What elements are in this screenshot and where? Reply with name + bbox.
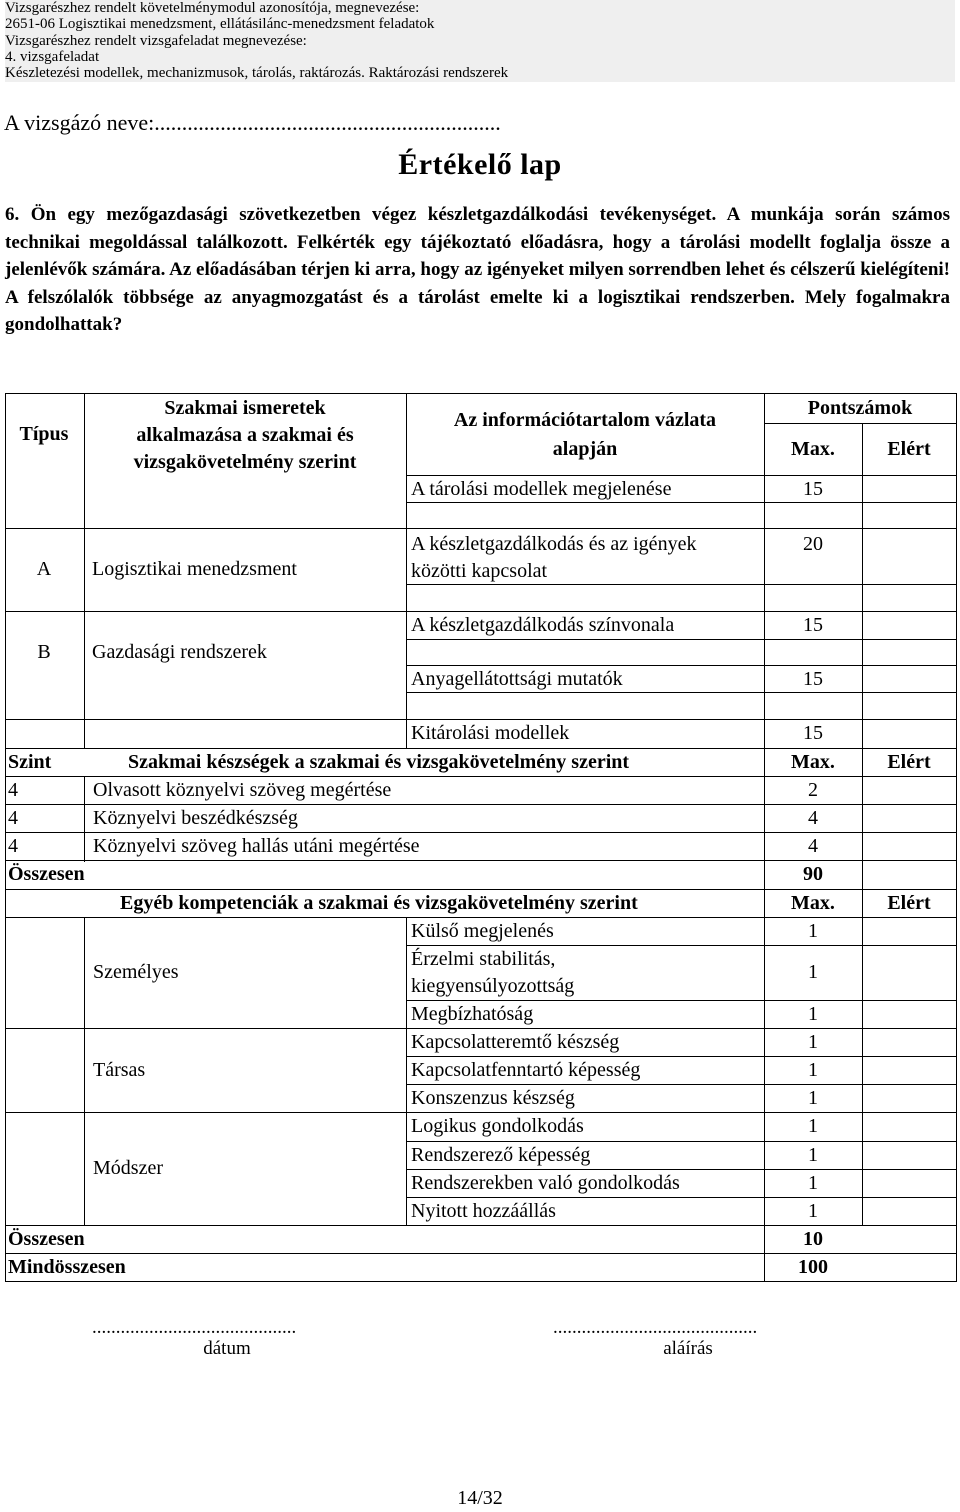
group-knowledge: Logisztikai menedzsment xyxy=(92,558,297,580)
subtotal-value: 10 xyxy=(803,1228,823,1250)
competency-item: Rendszerekben való gondolkodás xyxy=(411,1172,680,1194)
competency-item: Megbízhatóság xyxy=(411,1003,534,1025)
outline-item: Kitárolási modellek xyxy=(411,722,570,744)
competency-item: kiegyensúlyozottság xyxy=(411,975,575,997)
header-text: vizsgakövetelmény szerint xyxy=(133,451,357,473)
competency-item: Konszenzus készség xyxy=(411,1087,575,1109)
competency-item: Érzelmi stabilitás, xyxy=(411,948,556,970)
grand-total-value: 100 xyxy=(798,1256,828,1278)
col-knowledge-header xyxy=(84,395,406,476)
competency-max: 1 xyxy=(808,961,818,983)
competency-max: 1 xyxy=(808,1003,818,1025)
skill-level: 4 xyxy=(8,807,18,829)
competency-item: Rendszerező képesség xyxy=(411,1144,591,1166)
page-number: 14/32 xyxy=(457,1487,503,1509)
outline-item: A készletgazdálkodás színvonala xyxy=(411,614,675,636)
outline-item-max: 15 xyxy=(803,614,823,636)
competency-group: Társas xyxy=(93,1059,146,1081)
col-skill-header: Szakmai készségek a szakmai és vizsgakövetelmény szerint xyxy=(128,751,630,773)
group-knowledge: Gazdasági rendszerek xyxy=(92,641,267,663)
competency-group: Módszer xyxy=(93,1157,163,1179)
outline-item-max: 20 xyxy=(803,533,823,555)
col-outline-header xyxy=(406,406,764,464)
skill-max: 4 xyxy=(808,807,818,829)
outline-item-max: 15 xyxy=(803,722,823,744)
competency-max: 1 xyxy=(808,1172,818,1194)
grand-total-label: Mindösszesen xyxy=(8,1256,126,1278)
header-text: alkalmazása a szakmai és xyxy=(136,424,354,446)
date-label: dátum xyxy=(203,1338,251,1359)
col-achieved-header: Elért xyxy=(887,438,931,460)
outline-item: közötti kapcsolat xyxy=(411,560,548,582)
col-level-header: Szint xyxy=(8,751,52,773)
col-achieved-header: Elért xyxy=(887,892,931,914)
competency-max: 1 xyxy=(808,1059,818,1081)
competency-max: 1 xyxy=(808,1200,818,1222)
outline-item-max: 15 xyxy=(803,668,823,690)
task-description: 6. Ön egy mezőgazdasági szövetkezetben végez készletgazdálkodási tevékenységet. A munkája során számos technikai megoldással találkozott. Felkérték egy tájékoztató előadásra, hogy a tárolási modellt foglalja össze a jelenlévők számára. Az előadásában térjen ki arra, hogy az igényeket milyen sorrendben lehet és célszerű kielégíteni! A felszólalók többsége az anyagmozgatást és a tárolást emelte ki a logisztikai rendszerben. Mely fogalmakra gondolhattak? xyxy=(5,204,950,336)
competency-item: Külső megjelenés xyxy=(411,920,554,942)
competency-max: 1 xyxy=(808,1144,818,1166)
subtotal-label: Összesen xyxy=(8,863,85,885)
skill-max: 4 xyxy=(808,835,818,857)
date-line: ........................................... xyxy=(92,1317,297,1338)
skill-max: 2 xyxy=(808,779,818,801)
outline-item: A készletgazdálkodás és az igények xyxy=(411,533,697,555)
subtotal-label: Összesen xyxy=(8,1228,85,1250)
outline-item: Anyagellátottsági mutatók xyxy=(411,668,623,690)
competency-max: 1 xyxy=(808,1031,818,1053)
col-max-header: Max. xyxy=(791,751,835,773)
competency-max: 1 xyxy=(808,920,818,942)
skill-level: 4 xyxy=(8,835,18,857)
header-line: Készletezési modellek, mechanizmusok, tárolás, raktározás. Raktározási rendszerek xyxy=(5,65,509,82)
header-text: Szakmai ismeretek xyxy=(164,397,326,419)
col-max-header: Max. xyxy=(791,892,835,914)
header-text: alapján xyxy=(552,438,618,460)
col-points-header: Pontszámok xyxy=(807,397,913,419)
header-text: Az információtartalom vázlata xyxy=(453,409,717,431)
competency-max: 1 xyxy=(808,1087,818,1109)
skill-level: 4 xyxy=(8,779,18,801)
header-line: Vizsgarészhez rendelt követelménymodul azonosítója, megnevezése: xyxy=(5,0,420,16)
subtotal-value: 90 xyxy=(803,863,823,885)
col-competency-header: Egyéb kompetenciák a szakmai és vizsgakövetelmény szerint xyxy=(120,892,638,914)
outline-item-max: 15 xyxy=(803,478,823,500)
competency-item: Nyitott hozzáállás xyxy=(411,1200,556,1222)
document-header xyxy=(5,0,955,82)
competency-item: Logikus gondolkodás xyxy=(411,1115,584,1137)
page-title: Értékelő lap xyxy=(398,148,562,181)
group-type: B xyxy=(37,641,51,663)
signature-label: aláírás xyxy=(663,1338,713,1359)
competency-item: Kapcsolatteremtő készség xyxy=(411,1031,620,1053)
header-line: Vizsgarészhez rendelt vizsgafeladat megnevezése: xyxy=(5,32,307,49)
header-line: 4. vizsgafeladat xyxy=(5,48,100,65)
col-type-header: Típus xyxy=(19,423,69,445)
header-line: 2651-06 Logisztikai menedzsment, ellátásilánc-menedzsment feladatok xyxy=(5,16,435,33)
outline-item: A tárolási modellek megjelenése xyxy=(411,478,672,500)
skill-name: Köznyelvi beszédkészség xyxy=(93,807,298,829)
signature-line: ........................................... xyxy=(553,1317,758,1338)
competency-group: Személyes xyxy=(93,961,179,983)
col-achieved-header: Elért xyxy=(887,751,931,773)
competency-item: Kapcsolatfenntartó képesség xyxy=(411,1059,641,1081)
competency-max: 1 xyxy=(808,1115,818,1137)
group-type: A xyxy=(36,558,52,580)
skill-name: Köznyelvi szöveg hallás utáni megértése xyxy=(93,835,420,857)
skill-name: Olvasott köznyelvi szöveg megértése xyxy=(93,779,392,801)
examinee-name-line: A vizsgázó neve:............................................................... xyxy=(4,110,501,135)
col-max-header: Max. xyxy=(791,438,835,460)
